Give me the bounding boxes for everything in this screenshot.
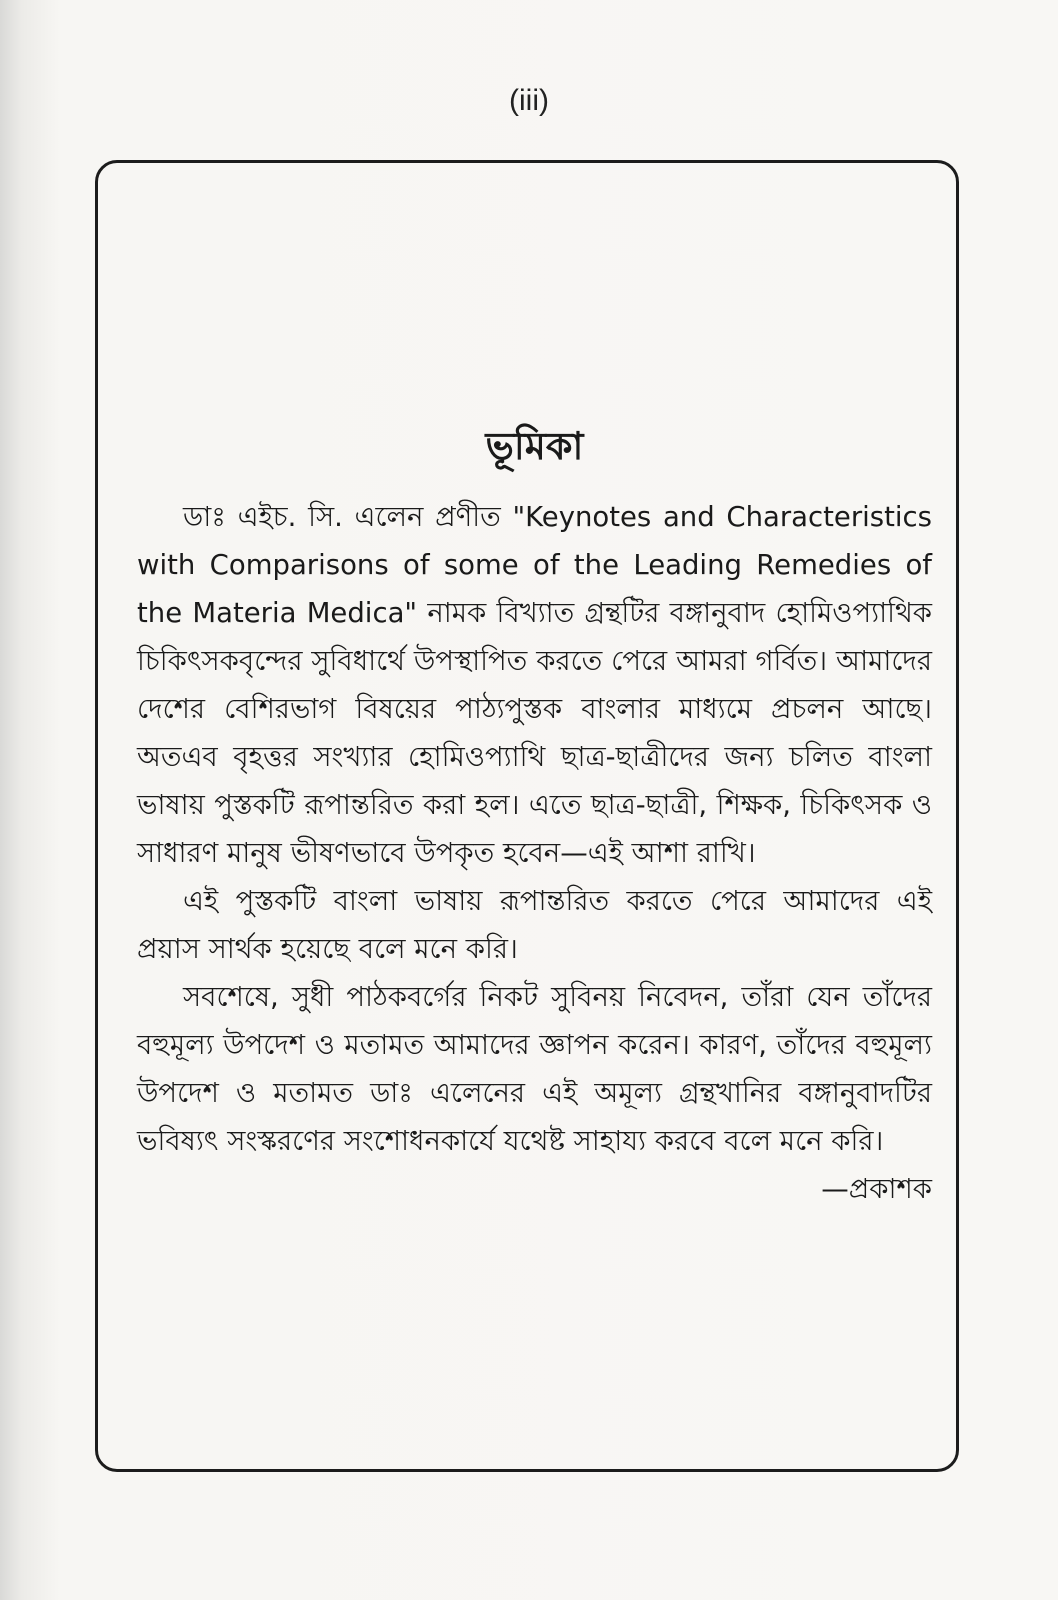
preface-paragraph-2: এই পুস্তকটি বাংলা ভাষায় রূপান্তরিত করতে পেরে আমাদের এই প্রয়াস সার্থক হয়েছে বলে মনে করি। [137, 885, 932, 966]
page-number: (iii) [509, 84, 549, 117]
publisher-signature: —প্রকাশক [821, 1173, 932, 1206]
preface-section [137, 422, 932, 1213]
preface-title: ভূমিকা [485, 424, 584, 468]
preface-paragraph-3: সবশেষে, সুধী পাঠকবর্গের নিকট সুবিনয় নিবেদন, তাঁরা যেন তাঁদের বহুমূল্য উপদেশ ও মতামত আমাদের জ্ঞাপন করেন। কারণ, তাঁদের বহুমূল্য উপদেশ ও মতামত ডাঃ এলেনের এই অমূল্য গ্রন্থখানির বঙ্গানুবাদটির ভবিষ্যৎ সংস্করণের সংশোধনকার্যে যথেষ্ট সাহায্য করবে বলে মনে করি। [137, 981, 932, 1158]
preface-paragraph-1: ডাঃ এইচ. সি. এলেন প্রণীত "Keynotes and Characteristics with Comparisons of some of the Leading Remedies of the Materia Medica" নামক বিখ্যাত গ্রন্থটির বঙ্গানুবাদ হোমিওপ্যাথিক চিকিৎসকবৃন্দের সুবিধার্থে উপস্থাপিত করতে পেরে আমরা গর্বিত। আমাদের দেশের বেশিরভাগ বিষয়ের পাঠ্যপুস্তক বাংলার মাধ্যমে প্রচলন আছে। অতএব বৃহত্তর সংখ্যার হোমিওপ্যাথি ছাত্র-ছাত্রীদের জন্য চলিত বাংলা ভাষায় পুস্তকটি রূপান্তরিত করা হল। এতে ছাত্র-ছাত্রী, শিক্ষক, চিকিৎসক ও সাধারণ মানুষ ভীষণভাবে উপকৃত হবেন—এই আশা রাখি। [137, 501, 932, 870]
